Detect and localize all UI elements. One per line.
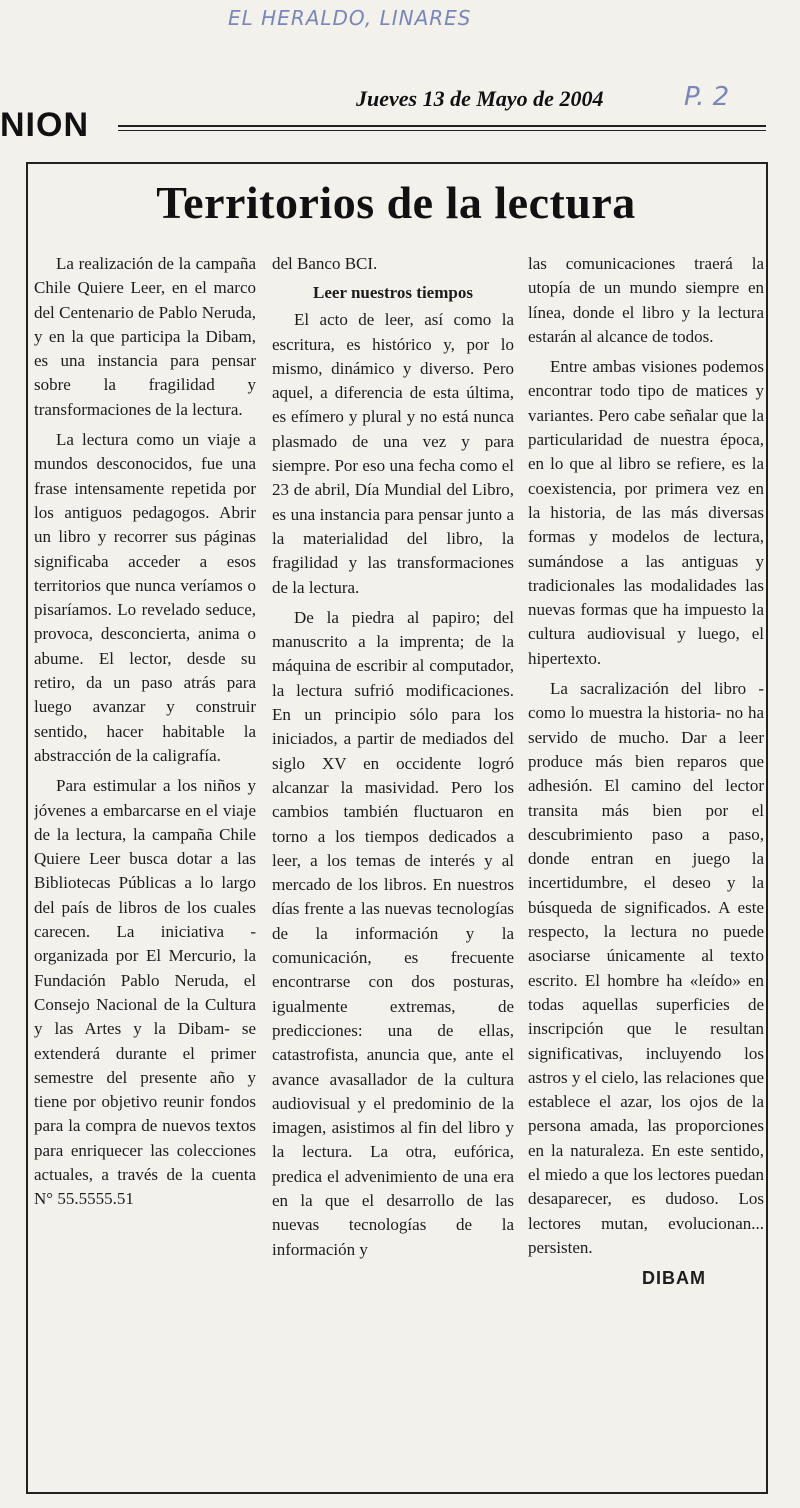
article-headline: Territorios de la lectura xyxy=(156,177,636,228)
subheading: Leer nuestros tiempos xyxy=(313,283,473,303)
author-signature: DIBAM xyxy=(642,1268,706,1289)
article-column-3 xyxy=(528,252,764,1482)
paragraph: La sacralización del libro -como lo muestra la historia- no ha servido de mucho. Dar a leer produce más bien reparos que adhesión. El camino del lector transita más bien por el descubrimiento paso a paso, donde entran en juego la incertidumbre, el deseo y la búsqueda de significados. A este respecto, la lectura no puede asociarse únicamente al texto escrito. El hombre ha «leído» en todas aquellas superficies de inscripción que le resultan significativas, incluyendo los astros y el cielo, las relaciones que establece el azar, los ojos de la persona amada, las proporciones en la naturaleza. En este sentido, el miedo a que los lectores puedan desaparecer, es dudoso. Los lectores mutan, evolucionan... persisten. xyxy=(528,679,764,1257)
handwritten-annotation: EL HERALDO, LINARES xyxy=(228,6,472,30)
section-heading: NION xyxy=(0,106,89,144)
handwritten-page-note: P. 2 xyxy=(684,82,730,112)
article-column-1 xyxy=(34,252,256,1482)
header-rule xyxy=(118,125,766,131)
paragraph: De la piedra al papiro; del manuscrito a la imprenta; de la máquina de escribir al computador, la lectura sufrió modificaciones. En un principio sólo para los iniciados, a partir de mediados del siglo XV en occidente logró alcanzar la masividad. Pero los cambios también fluctuaron en torno a los tiempos dedicados a leer, a los temas de interés y al mercado de los libros. En nuestros días frente a las nuevas tecnologías de la información y la comunicación, es frecuente encontrarse con dos posturas, igualmente extremas, de predicciones: una de ellas, catastrofista, anuncia que, ante el avance avasallador de la cultura audiovisual y el predominio de la imagen, asistimos al fin del libro y la lectura. La otra, eufórica, predica el advenimiento de una era en la que el desarrollo de las nuevas tecnologías de la información y xyxy=(272,607,514,1259)
paragraph: La realización de la campaña Chile Quiere Leer, en el marco del Centenario de Pablo Neruda, y en la que participa la Dibam, es una instancia para pensar sobre la fragilidad y transformaciones de la lectura. xyxy=(34,254,256,419)
paragraph: El acto de leer, así como la escritura, es histórico y, por lo mismo, dinámico y diverso. Pero aquel, a diferencia de esta última, es efímero y plural y no está nunca plasmado de una vez y para siempre. Por eso una fecha como el 23 de abril, Día Mundial del Libro, es una instancia para pensar junto a la materialidad del libro, la fragilidad y las transformaciones de la lectura. xyxy=(272,310,514,597)
paragraph: las comunicaciones traerá la utopía de un mundo siempre en línea, donde el libro y la lectura estarán al alcance de todos. xyxy=(528,254,764,346)
article-column-2 xyxy=(272,252,514,1482)
paragraph: Para estimular a los niños y jóvenes a embarcarse en el viaje de la lectura, la campaña Chile Quiere Leer busca dotar a las Bibliotecas Públicas a lo largo del país de libros de los cuales carecen. La iniciativa -organizada por El Mercurio, la Fundación Pablo Neruda, el Consejo Nacional de la Cultura y las Artes y la Dibam- se extenderá durante el primer semestre del presente año y tiene por objetivo reunir fondos para la compra de nuevos textos para enriquecer las colecciones actuales, a través de la cuenta N° 55.5555.51 xyxy=(34,776,256,1209)
publication-date: Jueves 13 de Mayo de 2004 xyxy=(356,86,604,111)
paragraph: Entre ambas visiones podemos encontrar todo tipo de matices y variantes. Pero cabe señalar que la particularidad de nuestra época, en lo que al libro se refiere, es la coexistencia, por primera vez en la historia, de las más diversas formas y modelos de lectura, sumándose a las antiguas y tradicionales las modalidades las nuevas formas que ha impuesto la cultura audiovisual y luego, el hipertexto. xyxy=(528,357,764,668)
paragraph: La lectura como un viaje a mundos desconocidos, fue una frase intensamente repetida por los antiguos pedagogos. Abrir un libro y recorrer sus páginas significaba acceder a esos territorios que nunca veríamos o pisaríamos. Lo revelado seduce, provoca, desconcierta, anima o abume. El lector, desde su retiro, da un paso atrás para luego avanzar y construir sentido, hacer habitable la abstracción de la caligrafía. xyxy=(34,430,256,765)
paragraph: del Banco BCI. xyxy=(272,254,378,273)
